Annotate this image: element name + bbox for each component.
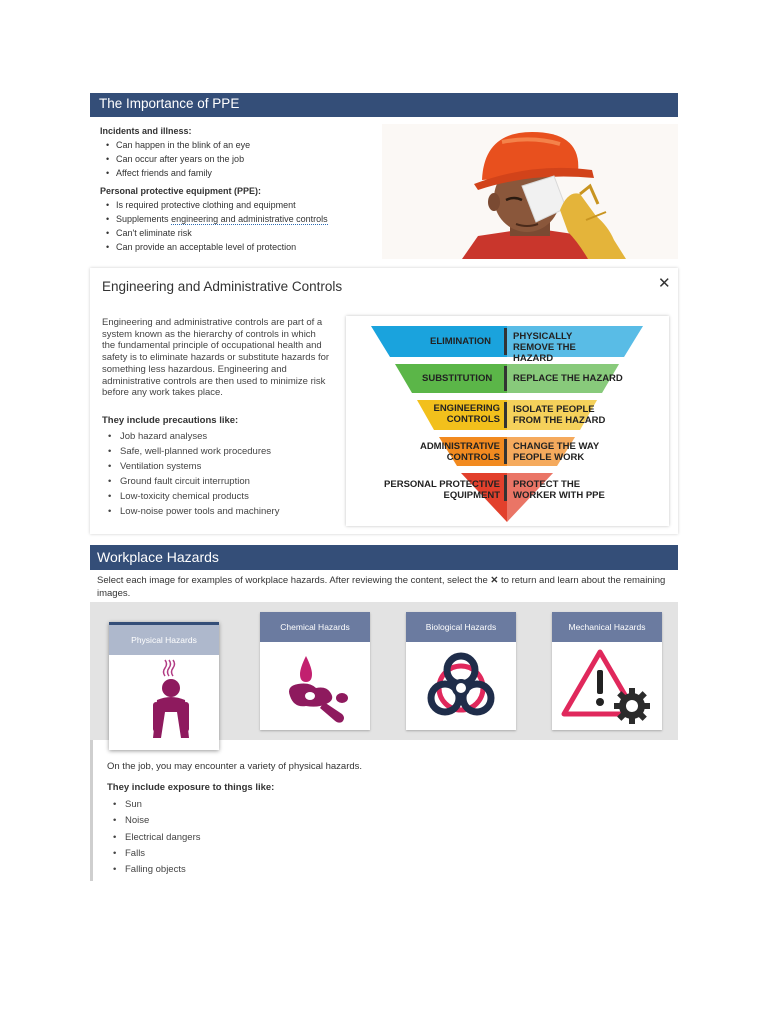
precautions-list [102,429,279,519]
hierarchy-of-controls-diagram [346,316,669,526]
list-item: • Safe, well-planned work procedures [120,444,279,459]
list-item: • Ground fault circuit interruption [120,474,279,489]
controls-paragraph: Engineering and administrative controls are part of a system known as the hierarchy of controls in which the fundamental principle of occupational health and safety is to eliminate hazards or substitute hazards for something less hazardous. Engineering and administrative controls are then used to minimize risk before any work takes place. [102,317,330,399]
list-item: • Can provide an acceptable level of protection [116,240,380,254]
hazard-card-chemical[interactable] [260,612,370,730]
list-item: • Low-toxicity chemical products [120,489,279,504]
controls-title: Engineering and Administrative Controls [102,279,343,294]
hierarchy-elimination-label: ELIMINATION [430,336,492,347]
instructions-text: to return and learn about the remaining images. [97,575,666,599]
close-icon[interactable]: ✕ [658,275,671,292]
list-item: • Low-noise power tools and machinery [120,504,279,519]
hierarchy-ppe-desc: PROTECT THE WORKER WITH PPE [513,479,605,501]
ppe-section-title: The Importance of PPE [99,96,240,111]
hierarchy-engineering-label: ENGINEERING CONTROLS [433,403,500,425]
list-item: • Can occur after years on the job [116,152,380,166]
instructions-text: Select each image for examples of workplace hazards. After reviewing the content, select the [97,575,488,586]
hazard-cards-area [90,602,678,740]
list-item: • Job hazard analyses [120,429,279,444]
person-heat-icon [109,656,219,752]
hierarchy-administrative-label: ADMINISTRATIVE CONTROLS [419,441,500,463]
list-item [116,212,380,226]
chemical-spill-icon [260,644,370,730]
list-item: • Falls [125,846,201,862]
incidents-heading: Incidents and illness: [100,126,192,136]
close-icon: ✕ [490,575,499,586]
ppe-importance-panel [90,93,678,259]
warning-gear-icon [552,644,662,730]
biohazard-icon [406,644,516,730]
list-item: • Sun [125,797,201,813]
list-item: • Is required protective clothing and equipment [116,198,380,212]
hazard-card-label: Mechanical Hazards [552,612,662,642]
workplace-hazards-panel [90,545,678,881]
hierarchy-ppe-label: PERSONAL PROTECTIVE EQUIPMENT [384,479,500,501]
list-item: • Electrical dangers [125,830,201,846]
ppe-list [100,198,380,254]
hazard-card-physical[interactable] [109,622,219,750]
controls-link[interactable]: engineering and administrative controls [171,214,328,224]
hierarchy-substitution-desc: REPLACE THE HAZARD [513,373,623,384]
hierarchy-elimination-desc: PHYSICALLY REMOVE THE HAZARD [513,331,576,364]
scroll-track [90,740,93,881]
hazard-card-label: Physical Hazards [109,625,219,655]
hazards-instructions [97,574,672,600]
hazard-detail-text: On the job, you may encounter a variety of physical hazards. [107,761,363,772]
list-item: • Affect friends and family [116,166,380,180]
list-item: • Ventilation systems [120,459,279,474]
hazards-section-header [90,545,678,570]
hazard-detail-heading: They include exposure to things like: [107,782,275,793]
ppe-heading: Personal protective equipment (PPE): [100,186,262,196]
hazard-card-biological[interactable] [406,612,516,730]
controls-modal [90,268,678,534]
incidents-list [100,138,380,180]
list-item: • Can't eliminate risk [116,226,380,240]
ppe-text-block [100,124,380,258]
hierarchy-engineering-desc: ISOLATE PEOPLE FROM THE HAZARD [513,404,606,426]
hierarchy-substitution-label: SUBSTITUTION [422,373,493,384]
list-item: • Can happen in the blink of an eye [116,138,380,152]
hazard-card-label: Biological Hazards [406,612,516,642]
list-item: • Noise [125,813,201,829]
hazards-section-title: Workplace Hazards [97,549,219,565]
injured-worker-photo [382,124,678,259]
list-item-text: Supplements [116,214,169,224]
ppe-section-header [90,93,678,117]
hazard-detail-list [107,797,201,878]
hierarchy-administrative-desc: CHANGE THE WAY PEOPLE WORK [513,441,600,463]
list-item: • Falling objects [125,862,201,878]
hazard-card-mechanical[interactable] [552,612,662,730]
hazard-card-label: Chemical Hazards [260,612,370,642]
precautions-heading: They include precautions like: [102,415,239,426]
